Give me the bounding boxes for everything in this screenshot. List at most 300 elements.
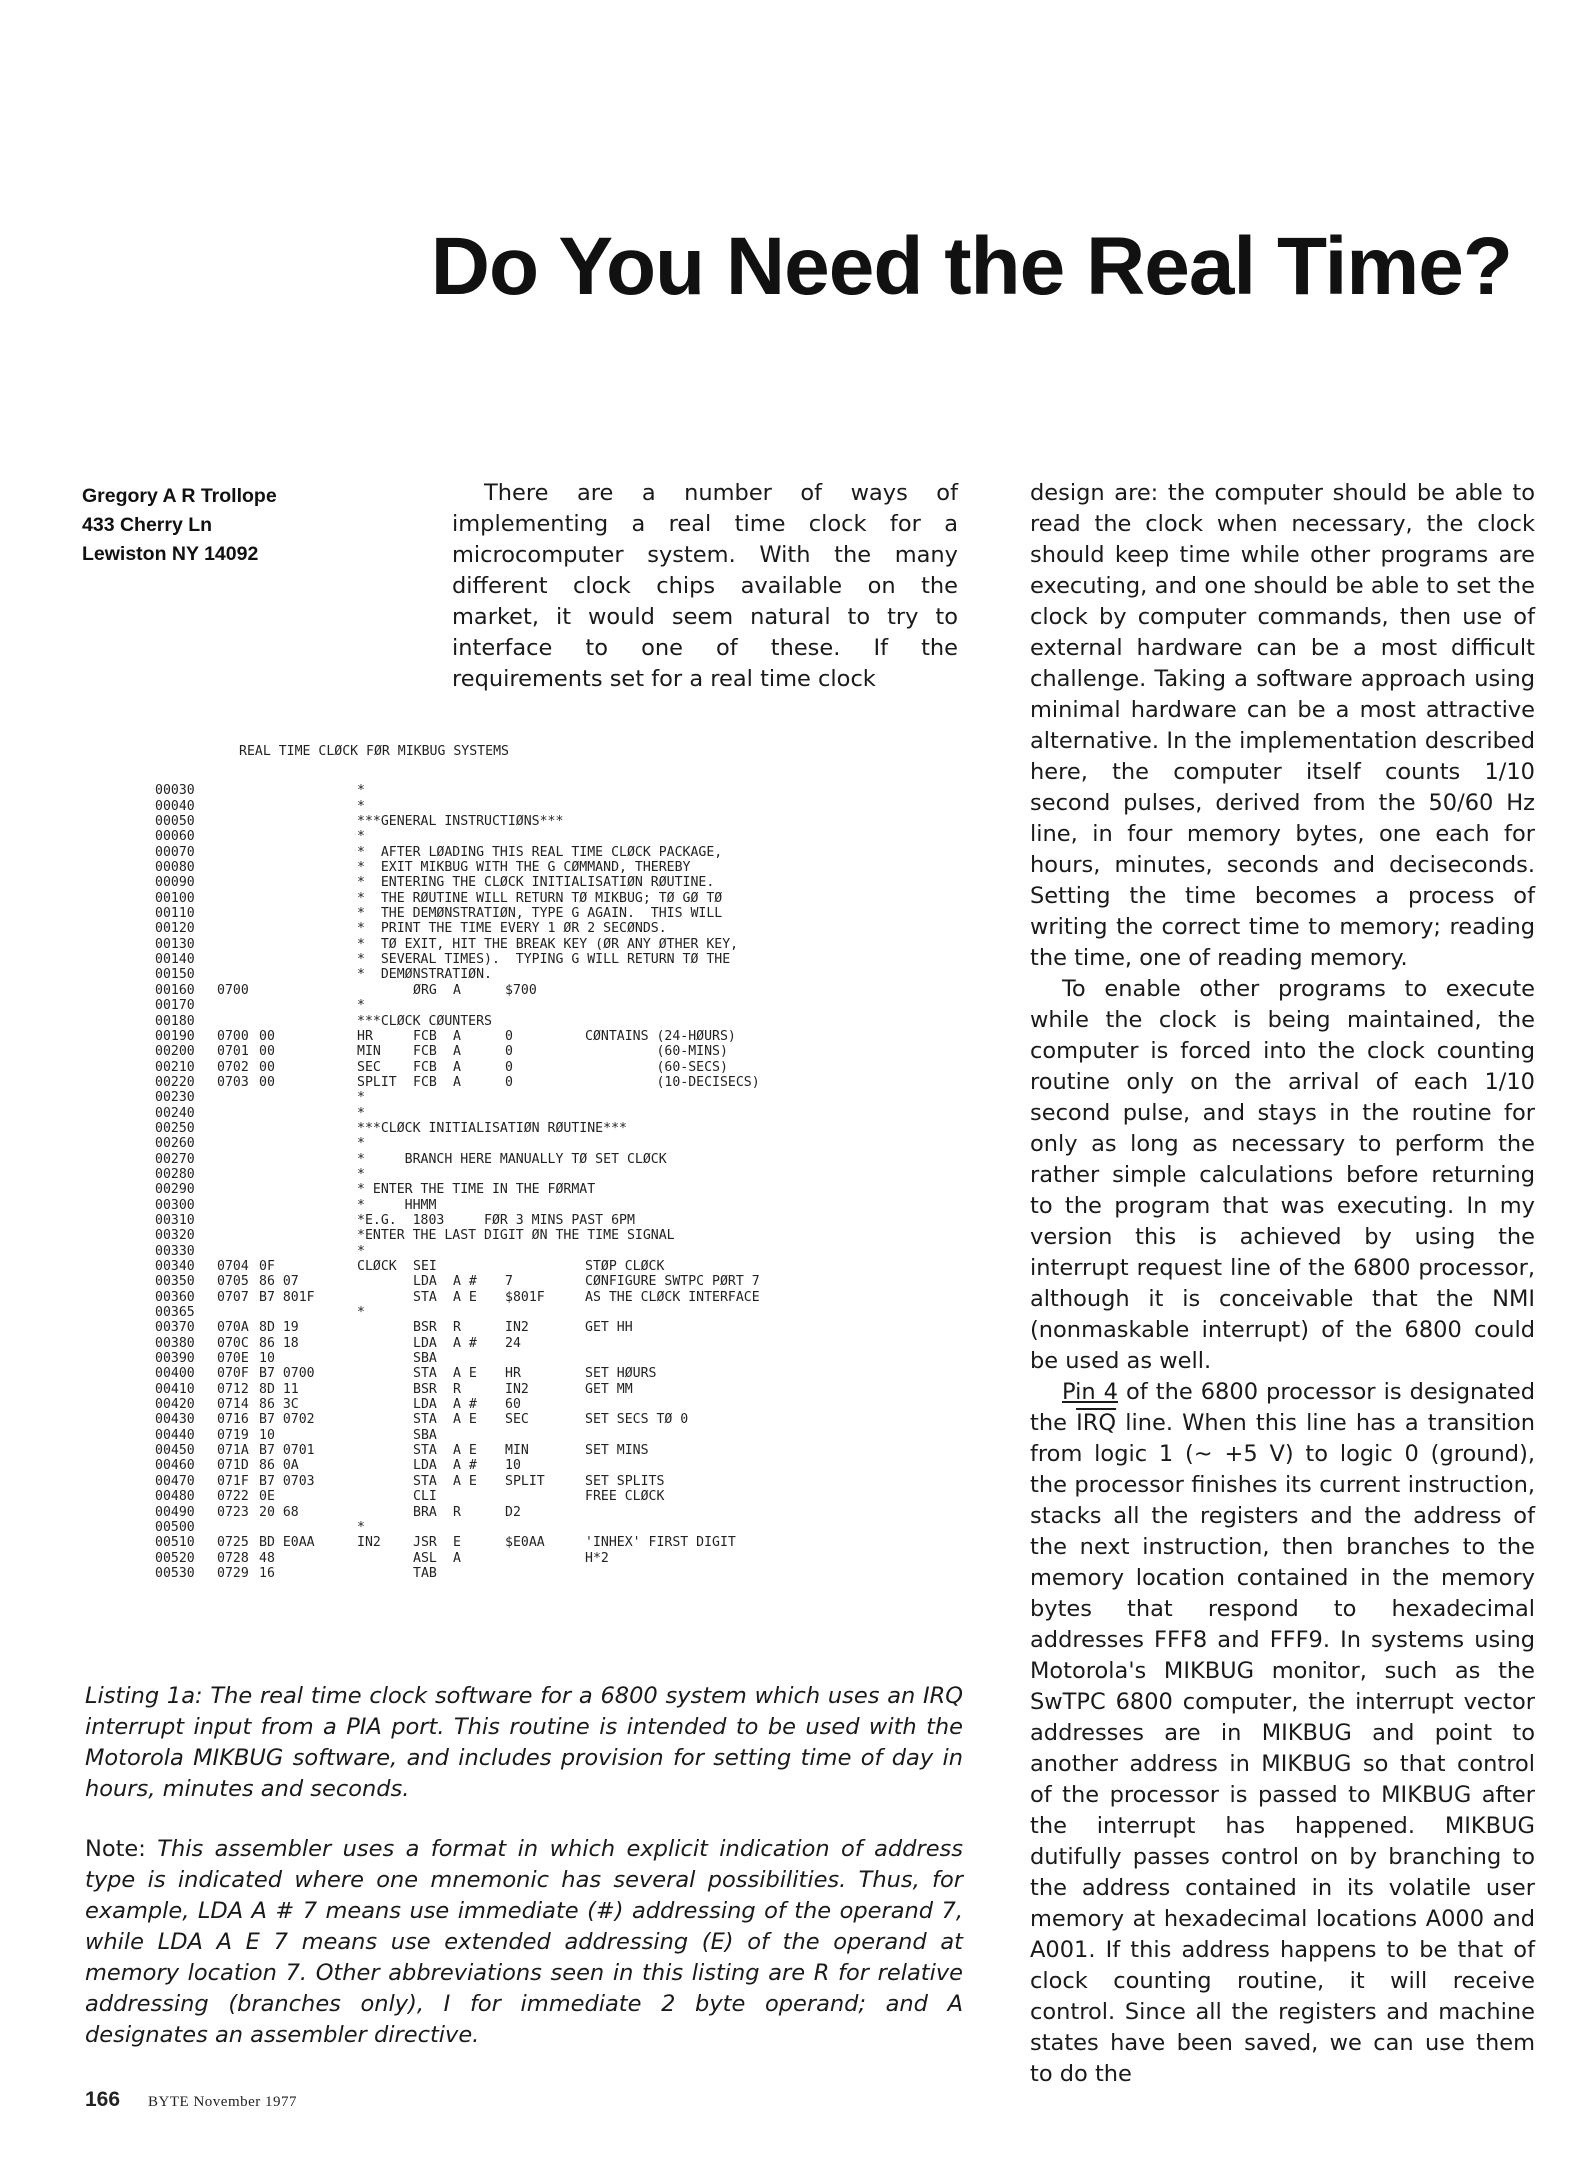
listing-address: 0705 [217,1274,249,1290]
listing-operand: IN2 [505,1381,529,1397]
listing-opcode [413,1106,453,1121]
listing-object-code [259,998,357,1013]
listing-object-code [259,1090,357,1105]
listing-mode: A # [453,1274,477,1290]
listing-row [155,1014,975,1029]
listing-row [155,1351,975,1366]
listing-row [155,998,975,1013]
listing-object-code: 48 [259,1550,275,1566]
listing-row [155,1244,975,1259]
pin-4-text: Pin 4 [1062,1379,1118,1405]
listing-mode: A # [453,1458,477,1474]
listing-line-number: 00080 [155,860,195,876]
listing-object-code [259,983,357,998]
listing-label-field [357,1351,413,1366]
listing-label-field: * [357,1519,365,1535]
listing-line-number: 00400 [155,1366,195,1382]
listing-line-number: 00190 [155,1028,195,1044]
listing-address: 0716 [217,1412,249,1428]
listing-operand: $E0AA [505,1535,545,1551]
listing-line-number: 00250 [155,1120,195,1136]
listing-label-field: HR [357,1028,373,1044]
listing-comment [585,1505,975,1520]
listing-operand [505,1489,585,1504]
listing-address [217,783,259,798]
listing-opcode [413,783,453,798]
listing-address [217,1244,259,1259]
listing-mode: A # [453,1335,477,1351]
listing-opcode: FCB [413,1044,437,1060]
listing-label-field: IN2 [357,1535,381,1551]
listing-opcode: CLI [413,1489,437,1505]
listing-address: 0722 [217,1489,249,1505]
listing-opcode: BSR [413,1381,437,1397]
listing-address [217,952,259,967]
listing-address [217,814,259,829]
listing-row [155,1505,975,1520]
listing-object-code: 00 [259,1044,275,1060]
listing-operand: 10 [505,1458,521,1474]
listing-label-field [357,1489,413,1504]
listing-comment: SET SECS TØ 0 [585,1412,689,1428]
listing-operand [505,1106,585,1121]
listing-row [155,1213,975,1228]
listing-label-field: CLØCK [357,1259,397,1274]
listing-comment [585,1458,975,1473]
listing-address [217,1121,259,1136]
listing-operand [505,1351,585,1366]
listing-line-number: 00340 [155,1259,195,1274]
listing-address: 0712 [217,1381,249,1397]
listing-comment [585,1244,975,1259]
listing-mode: A E [453,1443,477,1459]
listing-opcode: LDA [413,1274,437,1290]
right-column [1030,478,1535,2090]
listing-address [217,799,259,814]
listing-label-field: * [357,1305,365,1321]
listing-line-number: 00520 [155,1550,195,1566]
listing-row [155,1458,975,1473]
listing-row [155,799,975,814]
listing-object-code: 00 [259,1028,275,1044]
listing-line-number: 00040 [155,798,195,814]
listing-line-number: 00280 [155,1166,195,1182]
listing-mode: A [453,1550,461,1566]
listing-line-number: 00130 [155,936,195,952]
listing-line-number: 00240 [155,1105,195,1121]
right-paragraph-3 [1030,1377,1535,2090]
listing-address: 0725 [217,1535,249,1551]
listing-mode [453,1244,505,1259]
listing-row [155,1443,975,1458]
listing-row [155,937,975,952]
listing-label-field: * ENTER THE TIME IN THE FØRMAT [357,1182,596,1198]
listing-row [155,1167,975,1182]
listing-comment: CØNFIGURE SWTPC PØRT 7 [585,1274,760,1290]
listing-operand: $801F [505,1289,545,1305]
listing-address [217,1228,259,1243]
listing-comment [585,1428,975,1443]
listing-line-number: 00310 [155,1212,195,1228]
listing-comment: STØP CLØCK [585,1259,665,1274]
listing-address: 070A [217,1320,249,1336]
listing-mode [453,799,505,814]
listing-line-number: 00090 [155,875,195,891]
listing-mode: R [453,1504,461,1520]
listing-mode: A # [453,1397,477,1413]
listing-comment: (10-DECISECS) [585,1074,760,1090]
listing-object-code: 86 07 [259,1274,299,1290]
listing-label-field [357,1412,413,1427]
listing-mode: A [453,1059,461,1075]
listing-opcode: STA [413,1473,437,1489]
listing-object-code [259,1121,357,1136]
listing-opcode: JSR [413,1535,437,1551]
listing-operand: MIN [505,1443,529,1459]
listing-row [155,1336,975,1351]
listing-label-field: * DEMØNSTRATIØN. [357,967,492,983]
listing-address [217,906,259,921]
listing-mode [453,1566,505,1581]
listing-label-field: * [357,783,365,799]
listing-address [217,1182,259,1197]
listing-operand: IN2 [505,1320,529,1336]
listing-label-field: * [357,998,365,1014]
listing-comment [585,1305,975,1320]
listing-row [155,1090,975,1105]
listing-address: 070F [217,1366,249,1382]
listing-opcode: FCB [413,1074,437,1090]
listing-line-number: 00200 [155,1044,195,1060]
listing-mode [453,1489,505,1504]
listing-address [217,845,259,860]
listing-address: 0704 [217,1259,249,1274]
listing-line-number: 00470 [155,1473,195,1489]
listing-label-field [357,1366,413,1381]
listing-row [155,829,975,844]
listing-address: 071F [217,1473,249,1489]
listing-comment [585,783,975,798]
note-label: Note: [85,1836,146,1862]
listing-line-number: 00380 [155,1335,195,1351]
listing-label-field: * SEVERAL TIMES). TYPING G WILL RETURN TØ THE [357,952,731,968]
listing-object-code [259,1106,357,1121]
listing-operand: 60 [505,1397,521,1413]
listing-opcode [413,1167,453,1182]
listing-comment: 'INHEX' FIRST DIGIT [585,1535,736,1551]
listing-label-field: ***GENERAL INSTRUCTIØNS*** [357,814,564,830]
listing-opcode [413,1136,453,1151]
listing-comment [585,799,975,814]
listing-object-code: B7 0702 [259,1412,315,1428]
listing-object-code: 16 [259,1565,275,1581]
listing-row [155,875,975,890]
listing-line-number: 00050 [155,814,195,830]
listing-address [217,1136,259,1151]
listing-label-field: ***CLØCK CØUNTERS [357,1013,492,1029]
listing-line-number: 00330 [155,1243,195,1259]
listing-line-number: 00360 [155,1289,195,1305]
listing-row [155,1106,975,1121]
listing-row [155,1182,975,1197]
listing-label-field [357,983,413,998]
listing-comment [585,983,975,998]
listing-comment: (60-MINS) [585,1044,728,1060]
listing-label-field: * PRINT THE TIME EVERY 1 ØR 2 SECØNDS. [357,921,667,937]
listing-object-code: 0E [259,1489,275,1505]
listing-object-code [259,1520,357,1535]
listing-line-number: 00440 [155,1427,195,1443]
listing-object-code [259,921,357,936]
listing-address [217,1520,259,1535]
listing-comment [585,1090,975,1105]
listing-label-field [357,1505,413,1520]
listing-operand [505,1244,585,1259]
listing-mode: A E [453,1473,477,1489]
listing-address [217,1305,259,1320]
listing-address [217,921,259,936]
listing-label-field [357,1428,413,1443]
listing-object-code [259,845,357,860]
listing-operand [505,799,585,814]
listing-line-number: 00210 [155,1059,195,1075]
listing-comment [585,1520,975,1535]
listing-object-code [259,1014,357,1029]
listing-label-field: ***CLØCK INITIALISATIØN RØUTINE*** [357,1120,627,1136]
listing-address [217,875,259,890]
listing-object-code [259,1244,357,1259]
listing-label-field [357,1320,413,1335]
listing-label-field: * [357,829,365,845]
listing-object-code [259,814,357,829]
listing-line-number: 00450 [155,1443,195,1459]
listing-mode [453,1106,505,1121]
listing-row [155,967,975,982]
listing-address [217,967,259,982]
listing-label-field: * [357,1090,365,1106]
listing-address [217,1106,259,1121]
listing-mode [453,1259,505,1274]
listing-label-field: * [357,798,365,814]
listing-opcode [413,799,453,814]
listing-comment [585,1336,975,1351]
listing-line-number: 00510 [155,1535,195,1551]
listing-mode [453,829,505,844]
listing-opcode [413,829,453,844]
listing-opcode: BRA [413,1504,437,1520]
listing-object-code [259,1198,357,1213]
listing-operand [505,1090,585,1105]
listing-label-field [357,1274,413,1289]
listing-comment: (60-SECS) [585,1059,728,1075]
listing-address: 0700 [217,982,249,998]
listing-mode: A [453,982,461,998]
listing-object-code [259,799,357,814]
listing-label-field [357,1382,413,1397]
listing-address: 070C [217,1335,249,1351]
right-paragraph-2: To enable other programs to execute while the clock is being maintained, the computer is forced into the clock counting routine only on the arrival of each 1/10 second pulse, and stays in the routine for only as long as necessary to perform the rather simple calculations before returning to the program that was executing. In my version this is achieved by using the interrupt request line of the 6800 processor, although it is conceivable that the NMI (nonmaskable interrupt) of the 6800 could be used as well. [1030,976,1535,1374]
intro-column [452,478,958,695]
listing-label-field: * THE RØUTINE WILL RETURN TØ MIKBUG; TØ GØ TØ [357,890,723,906]
listing-line-number: 00420 [155,1397,195,1413]
listing-object-code: BD E0AA [259,1535,315,1551]
listing-line-number: 00140 [155,952,195,968]
listing-opcode: TAB [413,1565,437,1581]
listing-address: 0703 [217,1074,249,1090]
listing-line-number: 00480 [155,1489,195,1505]
listing-row [155,1551,975,1566]
listing-title: REAL TIME CLØCK FØR MIKBUG SYSTEMS [239,744,509,759]
listing-line-number: 00300 [155,1197,195,1213]
listing-line-number: 00290 [155,1182,195,1198]
listing-row [155,1489,975,1504]
listing-address [217,860,259,875]
listing-label-field: MIN [357,1044,381,1060]
listing-label-field [357,1290,413,1305]
listing-label-field: * THE DEMØNSTRATIØN, TYPE G AGAIN. THIS WILL [357,906,723,922]
listing-opcode: LDA [413,1397,437,1413]
listing-mode [453,1351,505,1366]
listing-object-code [259,1213,357,1228]
listing-mode [453,1305,505,1320]
listing-row [155,906,975,921]
listing-line-number: 00490 [155,1504,195,1520]
listing-mode [453,1136,505,1151]
listing-object-code: 00 [259,1074,275,1090]
listing-mode [453,1428,505,1443]
listing-operand [505,783,585,798]
listing-opcode: ASL [413,1550,437,1566]
listing-comment: CØNTAINS (24-HØURS) [585,1028,736,1044]
listing-row [155,1290,975,1305]
listing-row [155,1274,975,1289]
listing-object-code [259,829,357,844]
listing-row [155,921,975,936]
page-number: 166 [85,2088,121,2111]
listing-opcode: STA [413,1366,437,1382]
listing-object-code: 8D 11 [259,1381,299,1397]
listing-address: 0714 [217,1397,249,1413]
listing-address [217,1090,259,1105]
listing-label-field [357,1397,413,1412]
listing-opcode: STA [413,1412,437,1428]
listing-operand: SPLIT [505,1473,545,1489]
listing-label-field: * [357,1105,365,1121]
listing-row [155,860,975,875]
listing-opcode: ØRG [413,982,437,998]
listing-address: 070E [217,1351,249,1367]
listing-comment [585,829,975,844]
listing-operand [505,998,585,1013]
listing-comment: SET HØURS [585,1366,657,1382]
listing-label-field: * [357,1136,365,1152]
listing-row [155,1228,975,1243]
listing-opcode: BSR [413,1320,437,1336]
listing-comment: FREE CLØCK [585,1489,665,1505]
listing-object-code: 00 [259,1059,275,1075]
listing-object-code [259,1182,357,1197]
listing-label-field [357,1336,413,1351]
listing-row [155,1044,975,1059]
listing-address: 0701 [217,1044,249,1060]
listing-label-field: SPLIT [357,1074,397,1090]
listing-object-code: 8D 19 [259,1320,299,1336]
listing-object-code: 0F [259,1259,275,1274]
listing-address: 0728 [217,1550,249,1566]
listing-label-field: * [357,1166,365,1182]
listing-label-field: *E.G. 1803 FØR 3 MINS PAST 6PM [357,1212,635,1228]
listing-object-code: B7 0703 [259,1473,315,1489]
listing-mode: A [453,1028,461,1044]
listing-object-code: 86 3C [259,1397,299,1413]
listing-label-field [357,1443,413,1458]
listing-label-field [357,1566,413,1581]
listing-opcode: SEI [413,1259,437,1274]
listing-line-number: 00530 [155,1565,195,1581]
listing-object-code [259,1136,357,1151]
listing-operand [505,1259,585,1274]
listing-opcode: LDA [413,1458,437,1474]
listing-row [155,1320,975,1335]
listing-object-code: 20 68 [259,1504,299,1520]
listing-object-code [259,891,357,906]
listing-row [155,1152,975,1167]
listing-row [155,1535,975,1550]
listing-comment: GET MM [585,1381,633,1397]
listing-mode: A E [453,1412,477,1428]
note-text: This assembler uses a format in which explicit indication of address type is indicated where one mnemonic has several possibilities. Thus, for example, LDA A # 7 means use immediate (#) addressing of the operand 7, while LDA A E 7 means use extended addressing (E) of the operand at memory location 7. Other abbreviations seen in this listing are R for relative addressing (branches only), I for immediate 2 byte operand; and A designates an assembler directive. [85,1836,963,2048]
listing-object-code [259,952,357,967]
listing-mode [453,783,505,798]
listing-address [217,937,259,952]
listing-mode: A [453,1074,461,1090]
listing-opcode: SBA [413,1427,437,1443]
listing-comment: SET MINS [585,1443,649,1459]
code-listing [155,744,975,1581]
listing-row [155,1060,975,1075]
listing-operand [505,1305,585,1320]
listing-object-code [259,1228,357,1243]
listing-object-code: 86 0A [259,1458,299,1474]
listing-object-code: 86 18 [259,1335,299,1351]
listing-operand: HR [505,1366,521,1382]
right-paragraph-3-part-b: line. When this line has a transition from logic 1 (~ +5 V) to logic 0 (ground), the processor finishes its current instruction, stacks all the registers and the address of the next instruction, then branches to the memory location contained in the memory bytes that respond to hexadecimal addresses FFF8 and FFF9. In systems using Motorola's MIKBUG monitor, such as the SwTPC 6800 computer, the interrupt vector addresses are in MIKBUG and point to another address in MIKBUG so that control of the processor is passed to MIKBUG after the interrupt has happened. MIKBUG dutifully passes control on by branching to the address contained in its volatile user memory at hexadecimal locations A000 and A001. If this address happens to be that of clock counting routine, it will receive control. Since all the registers and machine states have been saved, we can use them to do the [1030,1410,1535,2087]
author-street: 433 Cherry Ln [82,514,213,536]
listing-operand: 7 [505,1274,513,1290]
listing-address: 071D [217,1458,249,1474]
listing-line-number: 00500 [155,1519,195,1535]
listing-comment [585,1566,975,1581]
listing-mode: E [453,1535,461,1551]
listing-opcode [413,998,453,1013]
listing-row [155,1305,975,1320]
listing-row [155,1382,975,1397]
listing-opcode: STA [413,1289,437,1305]
listing-object-code [259,875,357,890]
listing-address: 0707 [217,1289,249,1305]
listing-line-number: 00270 [155,1151,195,1167]
listing-object-code: B7 0701 [259,1443,315,1459]
listing-object-code [259,1152,357,1167]
listing-line-number: 00060 [155,829,195,845]
listing-row [155,1412,975,1427]
listing-row [155,1474,975,1489]
author-city: Lewiston NY 14092 [82,543,259,565]
listing-row [155,814,975,829]
listing-line-number: 00070 [155,844,195,860]
right-paragraph-1: design are: the computer should be able to read the clock when necessary, the clock should keep time while other programs are executing, and one should be able to set the clock by computer commands, then use of external hardware can be a most difficult challenge. Taking a software approach using minimal hardware can be a most attractive alternative. In the implementation described here, the computer itself counts 1/10 second pulses, derived from the 50/60 Hz line, in four memory bytes, one each for hours, minutes, seconds and deciseconds. Setting the time becomes a process of writing the correct time to memory; reading the time, one of reading memory. [1030,480,1535,971]
listing-opcode [413,1520,453,1535]
